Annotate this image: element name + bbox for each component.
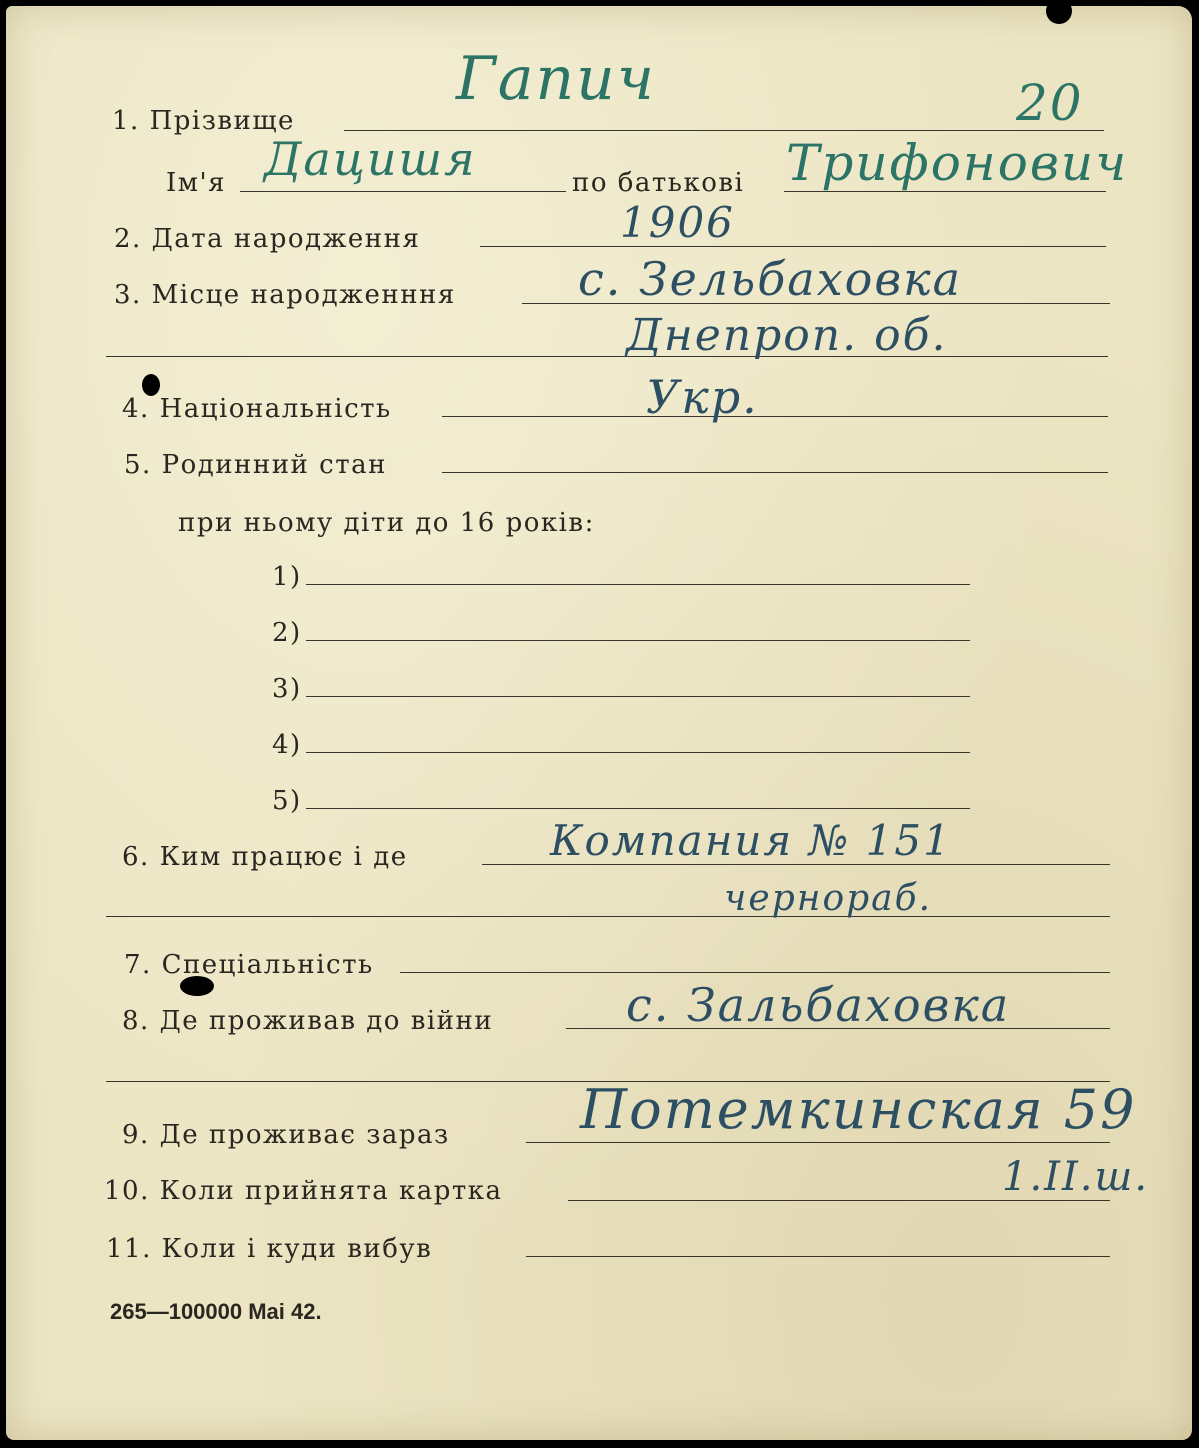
prewar-residence-label: 8. Де проживав до війни [122,1006,494,1036]
punch-hole-top [142,374,160,396]
marital-status-line [442,472,1108,473]
patronymic-label: по батькові [572,168,745,198]
print-code: 265—100000 Mai 42. [110,1299,322,1324]
nationality-line [442,416,1108,417]
current-residence-line [526,1142,1110,1143]
child-1-label: 1) [272,562,302,592]
birthplace-line-2 [106,356,1108,357]
name-value: Дацишя [264,132,477,186]
child-4-line [306,752,970,753]
card-accepted-line [568,1200,1110,1201]
birthplace-label: 3. Місце народженння [114,280,456,310]
patronymic-value: Трифонович [786,134,1129,192]
card-accepted-value: 1.II.ш. [1002,1154,1150,1200]
card-accepted-label: 10. Коли прийнята картка [104,1176,503,1206]
current-residence-value: Потемкинская 59 [580,1078,1137,1141]
employer-value: Компанuя № 151 [550,816,952,865]
specialty-line [400,972,1110,973]
name-line [240,191,566,192]
employer-label: 6. Ким працює і де [122,842,408,872]
departure-label: 11. Коли і куди вибув [106,1234,433,1264]
specialty-label: 7. Спеціальність [124,950,374,980]
children-label: при ньому діти до 16 років: [178,508,595,538]
prewar-residence-value: с. Зальбаховка [626,978,1011,1032]
birthplace-region-value: Днепроп. об. [626,310,948,361]
nationality-label: 4. Національність [122,394,392,424]
registration-card [6,6,1192,1440]
departure-line [526,1256,1110,1257]
birthdate-label: 2. Дата народження [114,224,421,254]
child-5-line [306,808,970,809]
occupation-value: чернораб. [724,878,933,919]
surname-label: 1. Прізвище [112,106,295,136]
child-3-line [306,696,970,697]
child-5-label: 5) [272,786,302,816]
birthdate-value: 1906 [620,198,735,247]
nationality-value: Укр. [646,370,759,424]
child-2-line [306,640,970,641]
name-label: Ім'я [166,168,227,198]
corner-tear-top-right [1046,0,1072,24]
child-4-label: 4) [272,730,302,760]
birthdate-line [480,246,1106,247]
marital-status-label: 5. Родинний стан [124,450,387,480]
surname-line [344,130,1104,131]
card-number-value: 20 [1016,74,1084,132]
child-2-label: 2) [272,618,302,648]
child-3-label: 3) [272,674,302,704]
current-residence-label: 9. Де проживає зараз [122,1120,450,1150]
birthplace-value: с. Зельбаховка [578,252,963,306]
surname-value: Гапич [456,44,657,114]
employer-line-2 [106,916,1110,917]
child-1-line [306,584,970,585]
